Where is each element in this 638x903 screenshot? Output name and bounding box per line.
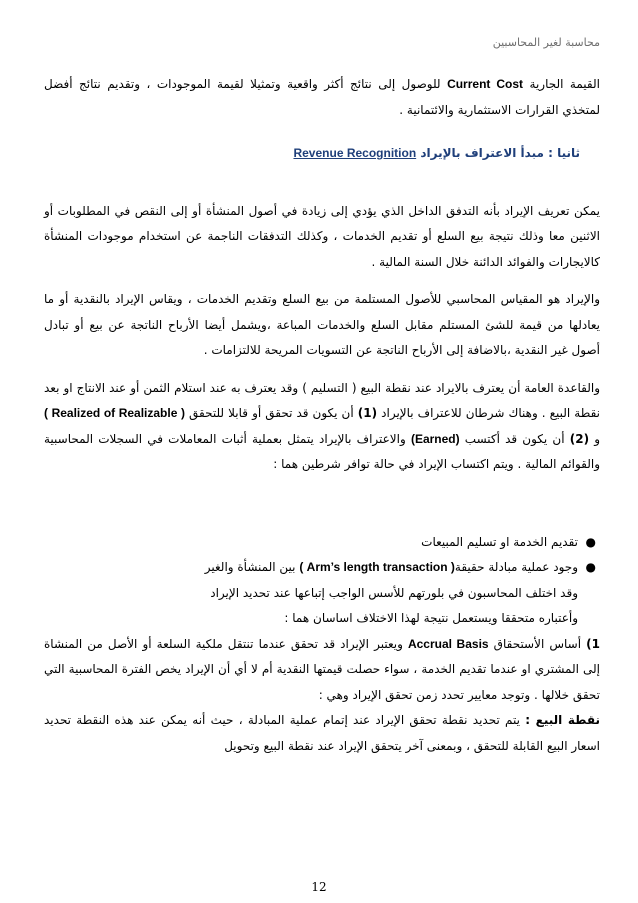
list-item: ● تقديم الخدمة او تسليم المبيعات bbox=[44, 530, 600, 556]
term-earned: (Earned) bbox=[410, 431, 460, 446]
page-number: 12 bbox=[311, 880, 327, 894]
paragraph-recognition-rule: والقاعدة العامة أن يعترف بالايراد عند نقطة البيع ( التسليم ) وقد يعترف به عند استلام الثمن أو عند الانتاج او بعد نقطة البيع . وهناك شرطان للاعتراف بالإيراد (1) أن يكون قد تحقق أو قابلا للتحقق ( Realized of Realizable ) و (2) أن يكون قد أكتسب (Earned) والاعتراف بالإيراد يتمثل بعملية أثبات المعاملات في السجلات المحاسبية والقوائم المالية . ويتم اكتساب الإيراد في حالة توافر شرطين هما : bbox=[44, 380, 600, 471]
term-realized: ( Realized of Realizable ) bbox=[44, 406, 185, 420]
paragraph-accrual-basis: 1) أساس الأستحقاق Accrual Basis ويعتبر الإيراد قد تحقق عندما تنتقل ملكية السلعة أو الأصل من المنشاة إلى المشتري او عندما تقديم الخدمة ، سواء حصلت قيمتها النقدية أم لا أي أن الإيراد يخص الفترة المحاسبية التي تحقق خلالها . وتوجد معايير تحدد زمن تحقق الإيراد وهي : bbox=[44, 636, 600, 702]
bullet-icon: ● bbox=[585, 534, 596, 549]
paragraph-revenue-measure: والإيراد هو المقياس المحاسبي للأصول المستلمة من بيع السلع وتقديم الخدمات ، ويقاس الإيراد بالنقدية أو ما يعادلها من قيمة للشئ المستلم مقابل السلع والخدمات المباعة ،ويشمل أيضا الأرباح الناتجة عن بيع أو تبادل أصول غير النقدية ،بالاضافة إلى الأرباح الناتجة عن التسويات المريحة للالتزامات . bbox=[44, 292, 600, 357]
term-revenue-recognition: Revenue Recognition bbox=[293, 146, 417, 160]
intro-paragraph: القيمة الجارية Current Cost للوصول إلى نتائج أكثر واقعية وتمثيلا لقيمة الموجودات ، وتقديم نتائج أفضل لمتخذي القرارات الاستثمارية والائتمانية . bbox=[44, 77, 600, 117]
bullet-icon: ● bbox=[585, 560, 596, 574]
term-accrual-basis: Accrual Basis bbox=[407, 636, 489, 651]
paragraph-revenue-definition: يمكن تعريف الإيراد بأنه التدفق الداخل الذي يؤدي إلى زيادة في أصول المنشأة أو إلى النقص في المطلوبات أو الاثنين معا وذلك نتيجة بيع السلع أو تقديم الخدمات ، وكذلك التدفقات الناجمة عن استخدام موجودات المنشأة كالايجارات والفوائد الدائنة خلال السنة المالية . bbox=[44, 203, 600, 269]
running-header: محاسبة لغير المحاسبين bbox=[492, 36, 600, 49]
term-arms-length: ( Arm’s length transaction ) bbox=[299, 560, 455, 574]
term-current-cost: Current Cost bbox=[447, 77, 524, 91]
list-item: ● وجود عملية مبادلة حقيقة( Arm’s length transaction ) بين المنشأة والغير bbox=[44, 555, 600, 581]
note-line-1: وقد اختلف المحاسبون في بلورتهم للأسس الواجب إتباعها عند تحديد الإيراد bbox=[210, 585, 578, 600]
note-line-2: وأعتباره متحققا ويستعمل نتيجة لهذا الاختلاف اساسان هما : bbox=[284, 611, 578, 625]
section-heading: ثانيا : مبدأ الاعتراف بالإيراد Revenue Recognition bbox=[293, 146, 580, 160]
paragraph-sale-point: نقطة البيع : يتم تحديد نقطة تحقق الإيراد عند إتمام عملية المبادلة ، حيث أنه يمكن عند هذه النقطة تحديد اسعار البيع القابلة للتحقق ، وبمعنى آخر يتحقق الإيراد عند نقطة البيع وتحويل bbox=[44, 713, 600, 753]
page-body bbox=[44, 72, 600, 759]
conditions-list bbox=[44, 530, 600, 581]
